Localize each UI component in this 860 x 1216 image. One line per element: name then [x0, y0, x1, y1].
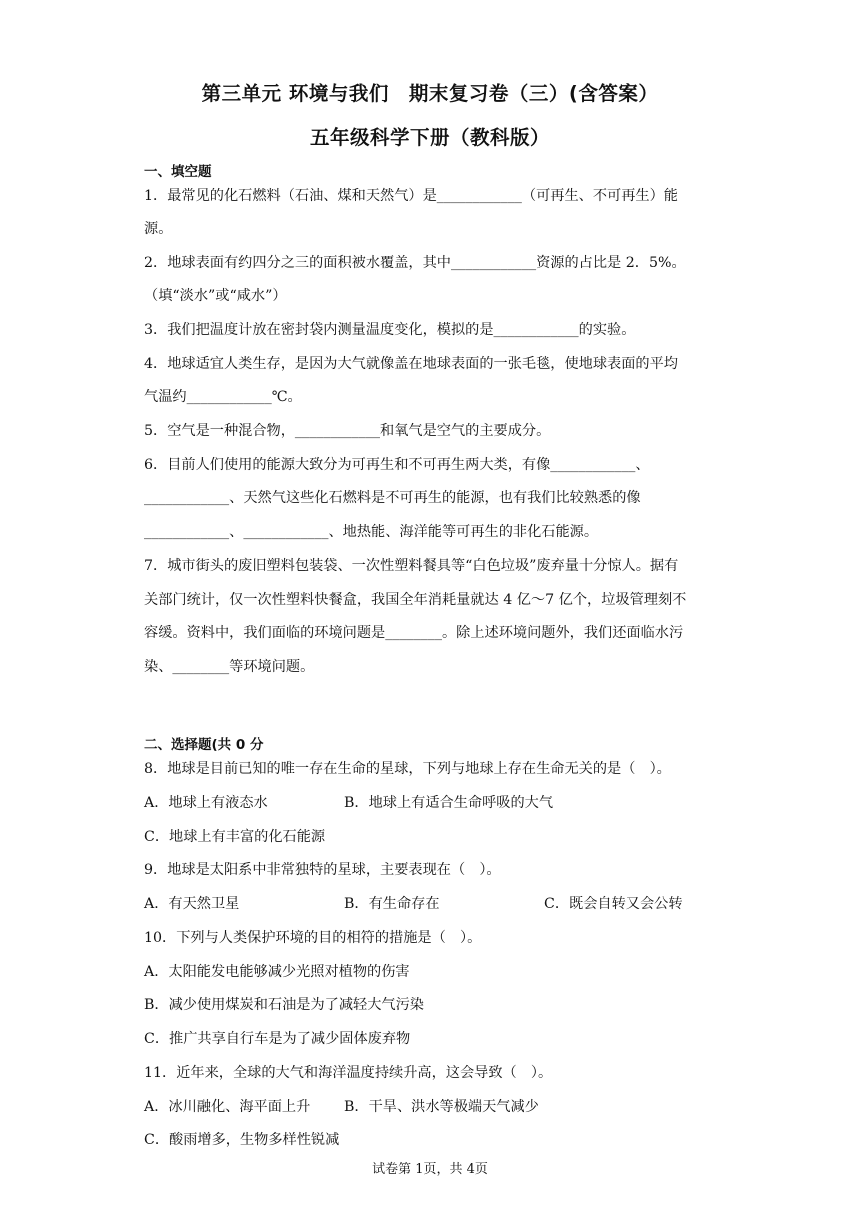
- question-line: 染、________等环境问题。: [144, 659, 315, 675]
- question-stem: 8．地球是目前已知的唯一存在生命的星球，下列与地球上存在生命无关的是（ ）。: [144, 761, 671, 777]
- question-line: ____________、____________、地热能、海洋能等可再生的非化石能源。: [144, 524, 599, 540]
- question-stem: 11．近年来，全球的大气和海洋温度持续升高，这会导致（ ）。: [144, 1065, 553, 1081]
- question-line: ____________、天然气这些化石燃料是不可再生的能源，也有我们比较熟悉的像: [144, 490, 641, 506]
- question-line: 4．地球适宜人类生存，是因为大气就像盖在地球表面的一张毛毯，使地球表面的平均: [144, 356, 678, 372]
- option-b: B．干旱、洪水等极端天气减少: [344, 1099, 539, 1115]
- question-line: 1．最常见的化石燃料（石油、煤和天然气）是____________（可再生、不可再生）能: [144, 188, 678, 204]
- question-line: （填“淡水”或“咸水”）: [144, 288, 287, 304]
- option-c: C．既会自转又会公转: [544, 896, 683, 912]
- page-title: 第三单元 环境与我们 期末复习卷（三）(含答案）: [201, 82, 659, 105]
- option-a: A．地球上有液态水: [144, 795, 268, 811]
- question-line: 气温约____________℃。: [144, 389, 302, 405]
- option-c: C．酸雨增多，生物多样性锐减: [144, 1132, 340, 1148]
- question-line: 6．目前人们使用的能源大致分为可再生和不可再生两大类，有像____________、: [144, 457, 650, 473]
- question-stem: 10．下列与人类保护环境的目的相符的措施是（ ）。: [144, 930, 482, 946]
- option-a: A．太阳能发电能够减少光照对植物的伤害: [144, 964, 410, 980]
- option-a: A．有天然卫星: [144, 896, 240, 912]
- question-line: 2．地球表面有约四分之三的面积被水覆盖，其中____________资源的占比是 2．5%。: [144, 255, 686, 271]
- option-b: B．减少使用煤炭和石油是为了减轻大气污染: [144, 997, 424, 1013]
- question-line: 3．我们把温度计放在密封袋内测量温度变化，模拟的是____________的实验。: [144, 322, 636, 338]
- page-subtitle: 五年级科学下册（教科版）: [309, 126, 550, 149]
- option-b: B．地球上有适合生命呼吸的大气: [344, 795, 554, 811]
- question-line: 容缓。资料中，我们面临的环境问题是________。除上述环境问题外，我们还面临水污: [144, 625, 684, 641]
- question-line: 关部门统计，仅一次性塑料快餐盒，我国全年消耗量就达 4 亿～7 亿个，垃圾管理刻不: [144, 592, 687, 608]
- question-line: 源。: [144, 221, 173, 237]
- option-c: C．地球上有丰富的化石能源: [144, 829, 326, 845]
- section-heading-choice: 二、选择题(共 0 分: [144, 737, 264, 753]
- section-heading-fill-in: 一、填空题: [144, 164, 212, 180]
- option-c: C．推广共享自行车是为了减少固体废弃物: [144, 1031, 411, 1047]
- question-stem: 9．地球是太阳系中非常独特的星球，主要表现在（ ）。: [144, 862, 501, 878]
- question-line: 7．城市街头的废旧塑料包装袋、一次性塑料餐具等“白色垃圾”废弃量十分惊人。据有: [144, 558, 679, 574]
- page-footer: 试卷第 1页，共 4页: [372, 1162, 488, 1177]
- option-b: B．有生命存在: [344, 896, 440, 912]
- option-a: A．冰川融化、海平面上升: [144, 1099, 311, 1115]
- question-line: 5．空气是一种混合物，____________和氧气是空气的主要成分。: [144, 423, 551, 439]
